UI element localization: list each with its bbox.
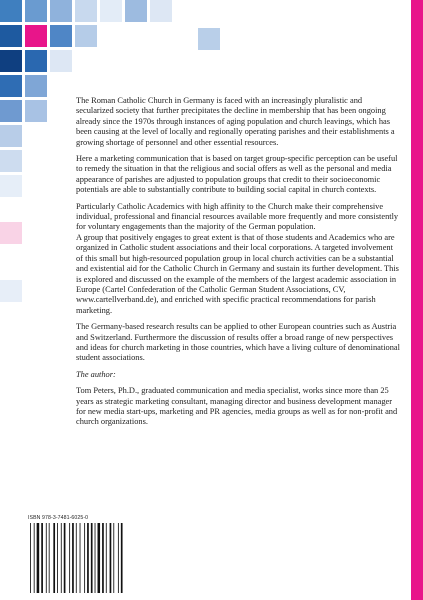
square	[150, 0, 172, 22]
square	[75, 0, 97, 22]
paragraph-2: Here a marketing communication that is based on target group-specific perception can be useful to remedy the situation in that the religious and social offers as well as the personal and media appearance of parishes are adjusted to population groups that credit to their socioeconomic potentials are able to substantially contribute to building social capital in church contexts.	[76, 154, 398, 195]
paragraph-1: The Roman Catholic Church in Germany is faced with an increasingly pluralistic and secularized society that further precipitates the decline in membership that has been ongoing already since the 1970s through instances of aging population and church leavings, which has been causing at the level of locally and regionally operating parishes and their establishments a growing shortage of personnel and other essential resources.	[76, 96, 395, 147]
square	[50, 0, 72, 22]
square	[50, 50, 72, 72]
square	[0, 25, 22, 47]
paragraph-4: A group that positively engages to great extent is that of those students and Academics who are organized in Catholic student associations and their local corporations. A targeted involvement of this small but high-resourced population group in local church activities can be a substantial and existential aid for the Catholic Church in Germany and sustain its further development. This is explored and discussed on the example of the members of the largest academic association in Europe (Cartel Confederation of the Catholic German Student Associations, CV, www.cartellverband.de), and enriched with specific practical recommendations for parish marketing.	[76, 232, 399, 315]
square	[0, 175, 22, 197]
square	[25, 25, 47, 47]
square	[25, 75, 47, 97]
author-heading: The author:	[76, 369, 116, 379]
barcode-image	[28, 523, 124, 593]
square	[50, 25, 72, 47]
square	[0, 222, 22, 244]
blurb-text	[76, 96, 400, 434]
author-bio: Tom Peters, Ph.D., graduated communication and media specialist, works since more than 25 years as strategic marketing consultant, managing director and business development manager for new media start-ups, marketing and PR agencies, media groups as well as for non-profit and church organizations.	[76, 386, 398, 427]
square	[25, 0, 47, 22]
square	[0, 100, 22, 122]
square	[0, 125, 22, 147]
magenta-edge-bar	[411, 0, 423, 600]
square	[198, 28, 220, 50]
square	[75, 25, 97, 47]
square	[125, 0, 147, 22]
square	[100, 0, 122, 22]
square	[25, 100, 47, 122]
square	[0, 0, 22, 22]
square	[0, 280, 22, 302]
paragraph-3: Particularly Catholic Academics with high affinity to the Church make their comprehensive individual, professional and financial resources available more frequently and more consistently for voluntary engagements than the majority of the German population.	[76, 201, 399, 232]
square	[25, 50, 47, 72]
square	[0, 50, 22, 72]
square	[0, 150, 22, 172]
isbn-barcode-block	[28, 515, 124, 593]
paragraph-5: The Germany-based research results can be applied to other European countries such as Austria and Switzerland. Furthermore the discussion of results offer a broad range of new perspectives and ideas for church marketing in those countries, which have a living culture of denominational student associations.	[76, 322, 400, 363]
isbn-number: ISBN 978-3-7481-6025-0	[28, 515, 89, 521]
square	[0, 75, 22, 97]
